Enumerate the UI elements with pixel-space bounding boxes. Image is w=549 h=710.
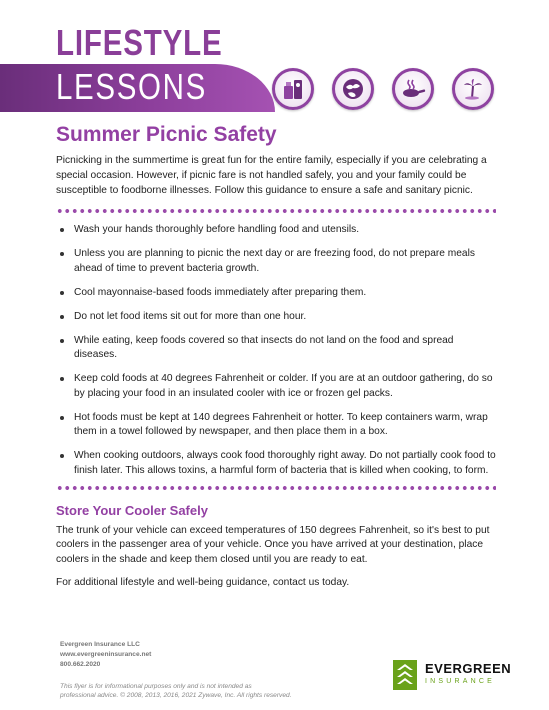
list-item-text: Keep cold foods at 40 degrees Fahrenheit or colder. If you are at an outdoor gathering, do so by placing your food in an insulated cooler with ice or frozen gel packs. (74, 373, 493, 399)
company-name: Evergreen Insurance LLC (60, 641, 140, 648)
logo-wordmark: EVERGREEN (425, 661, 512, 676)
list-item (56, 310, 496, 325)
page-header (0, 0, 549, 118)
safety-tips-list (56, 223, 496, 478)
company-website: www.evergreeninsurance.net (60, 651, 152, 658)
list-item (56, 449, 496, 478)
bullet-icon (60, 228, 64, 232)
section-subtitle: Store Your Cooler Safely (56, 502, 208, 518)
dotted-divider-bottom (56, 484, 496, 492)
list-item (56, 286, 496, 301)
bullet-icon (60, 339, 64, 343)
disclaimer (60, 682, 360, 700)
disclaimer-line: professional advice. © 2008, 2013, 2016, 2021 Zywave, Inc. All rights reserved. (60, 692, 292, 699)
list-item-text: Do not let food items sit out for more than one hour. (74, 310, 307, 322)
main-content (56, 122, 496, 600)
footer-info (60, 640, 360, 700)
list-item-text: Unless you are planning to picnic the next day or are freezing food, do not prepare meals ahead of time to prevent bacteria growth. (74, 248, 475, 274)
bullet-icon (60, 377, 64, 381)
bullet-icon (60, 252, 64, 256)
globe-salad-icon (332, 68, 374, 110)
company-logo (393, 660, 513, 690)
list-item-text: Cool mayonnaise-based foods immediately after preparing them. (74, 286, 367, 298)
list-item (56, 334, 496, 363)
logo-subtitle: INSURANCE (425, 678, 496, 685)
cooler-paragraph: The trunk of your vehicle can exceed temperatures of 150 degrees Fahrenheit, so it's best to put coolers in the passenger area of your vehicle. Once you have arrived at your destination, place coolers in the shade and keep them closed until you are ready to eat. (56, 524, 490, 565)
frying-pan-icon (392, 68, 434, 110)
list-item-text: Wash your hands thoroughly before handling food and utensils. (74, 224, 360, 235)
kitchen-scale-icon (272, 68, 314, 110)
brand-title-bottom: LESSONS (56, 66, 207, 107)
palm-tree-icon (452, 68, 494, 110)
list-item-text: Hot foods must be kept at 140 degrees Fahrenheit or hotter. To keep containers warm, wrap them in a towel followed by newspaper, and then place them in a box. (74, 411, 488, 437)
dotted-divider-top (56, 207, 496, 215)
evergreen-logo-icon (393, 660, 417, 690)
list-item-text: While eating, keep foods covered so that insects do not land on the food and spread diseases. (74, 334, 454, 360)
company-phone: 800.662.2020 (60, 661, 101, 668)
header-icons (272, 68, 494, 114)
list-item-text: When cooking outdoors, always cook food thoroughly right away. Do not partially cook food to finish later. This allows toxins, a harmful form of bacteria that is killed when cooking, to form. (74, 450, 496, 476)
bullet-icon (60, 416, 64, 420)
list-item (56, 372, 496, 401)
bullet-icon (60, 291, 64, 295)
closing-paragraph: For additional lifestyle and well-being guidance, contact us today. (56, 577, 350, 588)
disclaimer-line: This flyer is for informational purposes only and is not intended as (60, 683, 252, 690)
bullet-icon (60, 315, 64, 319)
list-item (56, 411, 496, 440)
list-item (56, 247, 496, 276)
intro-paragraph: Picnicking in the summertime is great fun for the entire family, especially if you are celebrating a special occasion. However, if picnic fare is not handled safely, you and your family could be susceptible to foodborne illnesses. Follow this guidance to ensure a safe and sanitary picnic. (56, 155, 487, 196)
list-item (56, 223, 496, 238)
bullet-icon (60, 454, 64, 458)
brand-title-top: LIFESTYLE (56, 22, 223, 63)
page-title: Summer Picnic Safety (56, 123, 277, 146)
